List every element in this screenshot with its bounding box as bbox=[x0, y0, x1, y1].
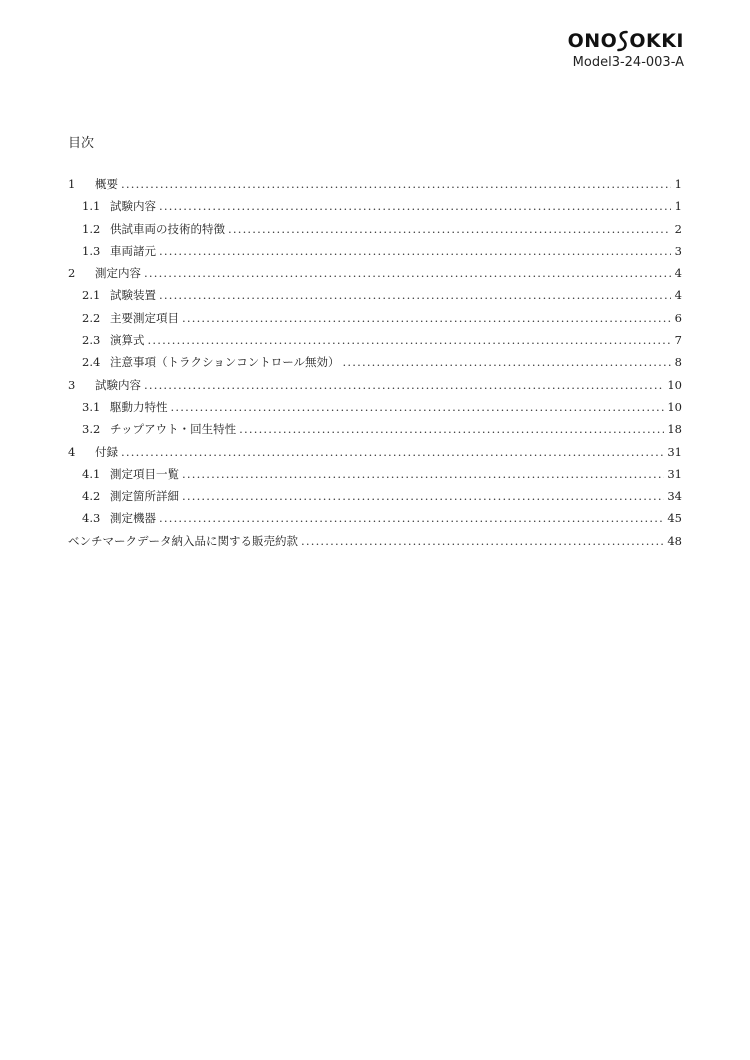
toc-entry-title: 測定機器 bbox=[110, 511, 156, 526]
toc-entry[interactable] bbox=[68, 466, 682, 488]
toc-dot-leader bbox=[171, 400, 665, 414]
toc-entry[interactable] bbox=[68, 444, 682, 466]
toc-heading: 目次 bbox=[68, 136, 95, 151]
toc-dot-leader bbox=[144, 266, 671, 280]
toc-entry-page: 8 bbox=[674, 355, 682, 370]
toc-dot-leader bbox=[159, 244, 671, 258]
toc-entry-page: 31 bbox=[667, 444, 682, 459]
toc-entry-page: 2 bbox=[674, 221, 682, 236]
toc-entry[interactable] bbox=[68, 354, 682, 376]
toc-entry[interactable] bbox=[68, 243, 682, 265]
toc-entry-number: 1 bbox=[68, 177, 76, 191]
company-logo bbox=[568, 30, 684, 52]
toc-entry-page: 18 bbox=[667, 422, 682, 437]
toc-entry-page: 45 bbox=[667, 511, 682, 526]
toc-entry-title: 車両諸元 bbox=[110, 243, 156, 258]
toc-entry-title: 試験内容 bbox=[110, 199, 156, 214]
toc-entry-number: 1.1 bbox=[82, 199, 101, 214]
toc-entry-page: 4 bbox=[674, 288, 682, 303]
toc-entry-number: 4.2 bbox=[82, 489, 101, 504]
toc-entry[interactable] bbox=[68, 221, 682, 243]
toc-entry-number: 4 bbox=[68, 444, 76, 459]
toc-entry-number: 4.1 bbox=[82, 466, 101, 481]
logo-s-mark bbox=[617, 30, 629, 52]
model-number: Model3-24-003-A bbox=[572, 55, 684, 70]
toc-dot-leader bbox=[121, 177, 671, 191]
toc-entry-number: 2.2 bbox=[82, 310, 101, 325]
toc-entry-page: 6 bbox=[674, 310, 682, 325]
toc-entry-title: 試験内容 bbox=[95, 377, 141, 392]
toc-entry-title: 概要 bbox=[95, 177, 118, 191]
toc-entry-number: 2.4 bbox=[82, 355, 101, 370]
toc-entry[interactable] bbox=[68, 488, 682, 510]
toc-entry-title: 注意事項（トラクションコントロール無効） bbox=[110, 355, 340, 370]
toc-entry[interactable] bbox=[68, 265, 682, 287]
toc-dot-leader bbox=[159, 288, 671, 302]
toc-entry[interactable] bbox=[68, 533, 682, 555]
toc-entry-title: 測定内容 bbox=[95, 266, 141, 281]
toc-entry-page: 48 bbox=[667, 533, 682, 548]
logo-text-right: OKKI bbox=[629, 30, 684, 52]
toc-entry[interactable] bbox=[68, 399, 682, 421]
toc-entry-number: 2.3 bbox=[82, 333, 101, 348]
toc-entry[interactable] bbox=[68, 510, 682, 532]
toc-entry[interactable] bbox=[68, 377, 682, 399]
toc-entry-title: 試験装置 bbox=[110, 288, 156, 303]
toc-entry[interactable] bbox=[68, 310, 682, 332]
toc-entry-number: 3.2 bbox=[82, 422, 101, 437]
toc-entry-title: 演算式 bbox=[110, 333, 145, 348]
toc-entry-title: 測定箇所詳細 bbox=[110, 489, 179, 504]
toc-dot-leader bbox=[182, 311, 671, 325]
toc-entry-number: 4.3 bbox=[82, 511, 101, 526]
toc-entry-page: 10 bbox=[667, 399, 682, 414]
table-of-contents bbox=[68, 176, 682, 555]
toc-dot-leader bbox=[144, 378, 664, 392]
toc-entry-number: 2.1 bbox=[82, 288, 101, 303]
toc-entry-title: 供試車両の技術的特徴 bbox=[110, 221, 225, 236]
toc-entry-title: 駆動力特性 bbox=[110, 399, 168, 414]
toc-dot-leader bbox=[121, 445, 664, 459]
toc-dot-leader bbox=[301, 534, 664, 548]
toc-entry[interactable] bbox=[68, 176, 682, 198]
toc-dot-leader bbox=[159, 199, 671, 213]
toc-dot-leader bbox=[148, 333, 672, 347]
toc-entry-title: ベンチマークデータ納入品に関する販売約款 bbox=[68, 533, 298, 548]
toc-entry-page: 10 bbox=[667, 377, 682, 392]
toc-entry-number: 1.3 bbox=[82, 243, 101, 258]
logo-text-left: ONO bbox=[567, 30, 618, 52]
toc-entry-page: 1 bbox=[674, 199, 682, 214]
toc-entry-title: 主要測定項目 bbox=[110, 310, 179, 325]
toc-entry-number: 3.1 bbox=[82, 399, 101, 414]
toc-entry-title: チップアウト・回生特性 bbox=[110, 422, 237, 437]
toc-entry[interactable] bbox=[68, 287, 682, 309]
toc-entry-page: 31 bbox=[667, 466, 682, 481]
toc-entry-page: 3 bbox=[674, 243, 682, 258]
toc-entry-title: 付録 bbox=[95, 444, 118, 459]
toc-entry-page: 4 bbox=[674, 266, 682, 281]
toc-dot-leader bbox=[239, 422, 664, 436]
toc-entry-number: 2 bbox=[68, 266, 76, 281]
toc-entry-number: 1.2 bbox=[82, 221, 101, 236]
toc-entry[interactable] bbox=[68, 332, 682, 354]
toc-entry-page: 7 bbox=[674, 333, 682, 348]
toc-entry-title: 測定項目一覧 bbox=[110, 466, 179, 481]
toc-entry-number: 3 bbox=[68, 377, 76, 392]
toc-dot-leader bbox=[159, 511, 664, 525]
toc-dot-leader bbox=[182, 467, 664, 481]
toc-entry-page: 1 bbox=[674, 177, 682, 191]
toc-dot-leader bbox=[228, 222, 671, 236]
page-header bbox=[568, 30, 684, 70]
toc-entry[interactable] bbox=[68, 198, 682, 220]
toc-entry[interactable] bbox=[68, 421, 682, 443]
toc-entry-page: 34 bbox=[667, 489, 682, 504]
toc-dot-leader bbox=[182, 489, 664, 503]
toc-dot-leader bbox=[343, 355, 671, 369]
